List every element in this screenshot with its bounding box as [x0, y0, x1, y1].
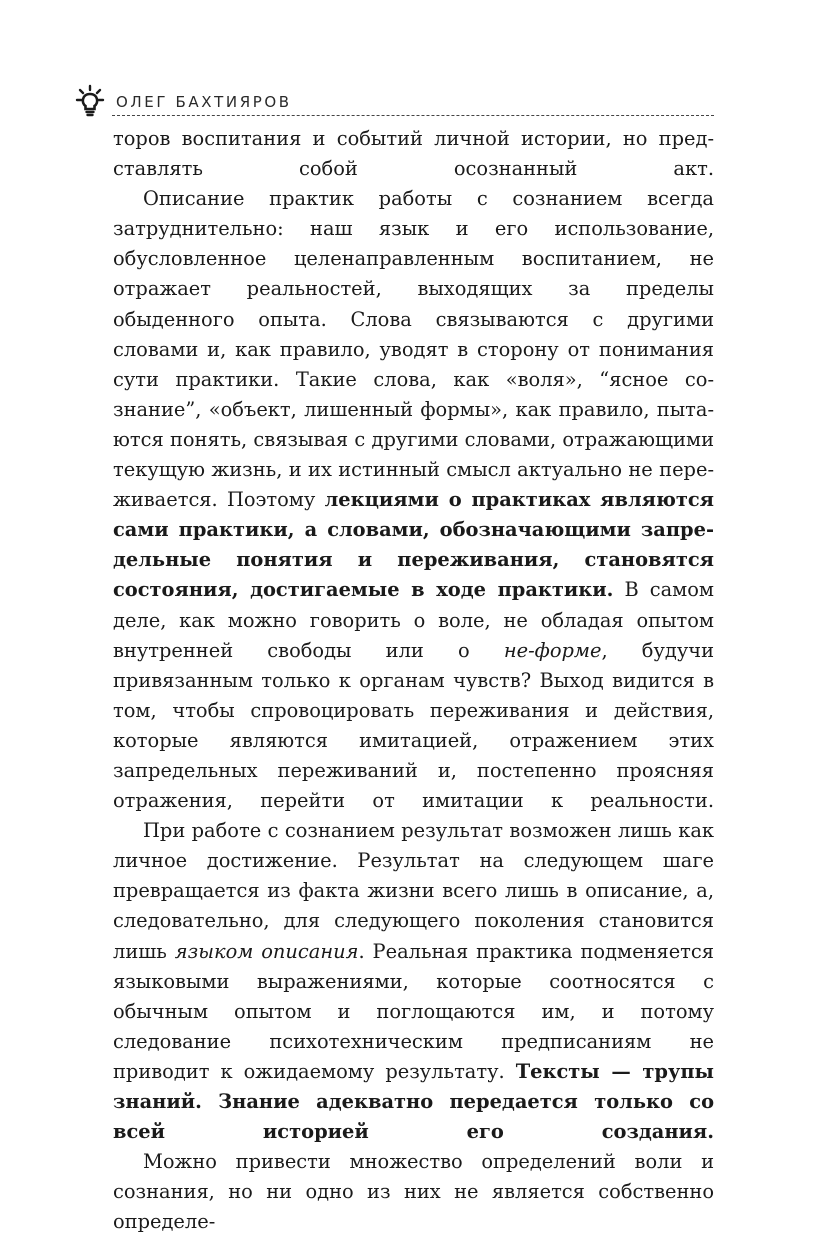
bold-run: лекциями о практиках являются сами практики, а словами, обозначающими запредельные понятия и переживания, становятся состояния, достигаемые в ходе практики. — [113, 488, 715, 602]
text-run: Описание практик работы с сознанием всегда затруднительно: наш язык и его использование, обусловленное целенаправленным воспитанием, не отражает реальностей, выходящих за пределы обыденного опыта. Слова связываются с другими словами и, как правило, уводят в сторону от понимания сути практики. Такие слова, как «воля», “ясное сознание”, «объект, лишенный формы», как правило, пытаются понять, связывая с другими словами, отражающими текущую жизнь, и их истинный смысл актуально не переживается. Поэтому — [113, 187, 714, 512]
running-header — [72, 84, 714, 120]
text-run: В самом деле, как можно говорить о воле, не обладая опытом внутренней свободы или о — [113, 578, 714, 662]
text-run: , будучи привязанным только к органам чувств? Выход видится в том, чтобы спровоцировать переживания и действия, которые являются имитацией, отражением этих запредельных переживаний и, постепенно проясняя отражения, перейти от имитации к реальности. — [113, 638, 714, 813]
lightbulb-icon — [72, 84, 112, 120]
text-run: торов воспитания и событий личной истории, но представлять собой осознанный акт. — [113, 127, 714, 181]
paragraph-2 — [113, 184, 714, 816]
bold-run: Тексты — трупы знаний. Знание адекватно передается только со всей историей его создания. — [113, 1059, 714, 1144]
paragraph-1 — [113, 124, 714, 184]
author-name: ОЛЕГ БАХТИЯРОВ — [116, 93, 292, 111]
paragraph-3 — [113, 816, 714, 1147]
italic-run: языком описания — [174, 939, 359, 963]
text-run: При работе с сознанием результат возможен лишь как личное достижение. Результат на следующем шаге превращается из факта жизни всего лишь в описание, а, следовательно, для следующего поколения становится лишь — [113, 819, 714, 963]
text-run: . Реальная практика подменяется языковыми выражениями, которые соотносятся с обычным опытом и поглощаются им, и потому следование психотехническим предписаниям не приводит к ожидаемому результату. — [113, 939, 714, 1083]
paragraph-4 — [113, 1147, 714, 1237]
header-divider — [112, 115, 714, 116]
body-text — [113, 124, 714, 1237]
text-run: Можно привести множество определений воли и сознания, но ни одно из них не является собственно определе- — [113, 1150, 714, 1234]
italic-run: не-форме — [503, 638, 602, 662]
